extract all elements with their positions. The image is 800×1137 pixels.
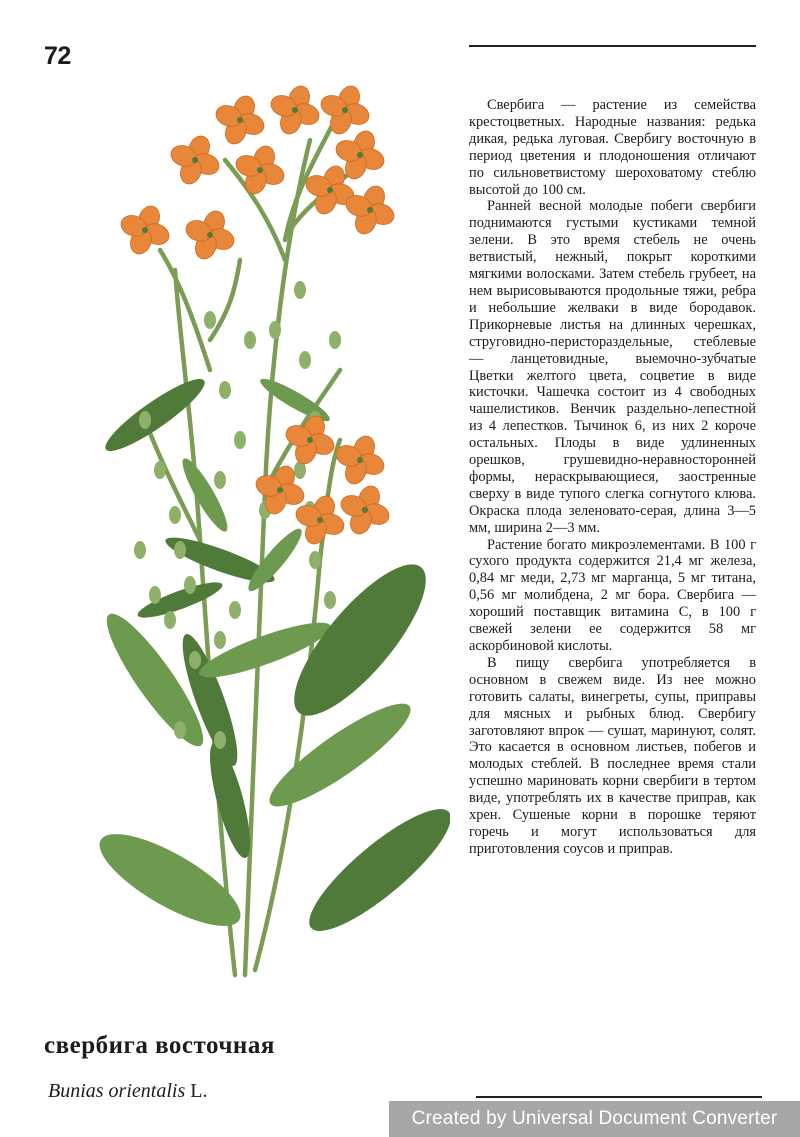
paragraph: В пищу свербига употребляется в основном в свежем виде. Из нее можно готовить салаты, винегреты, супы, приправы для мясных и рыбных блюд. Свербигу заготовляют впрок — сушат, маринуют, солят. Это касается в основном листьев, побегов и молодых стеблей. В последнее время стали успешно мариновать корни свербиги в тертом виде, употреблять их в качестве приправ, как хрен. Сушеные корни в порошке теряют горечь и могут использоваться для приготовления соусов и приправ. xyxy=(469,654,756,857)
plant-leaf xyxy=(135,576,226,624)
flower-bud xyxy=(169,506,181,524)
flower-bud xyxy=(214,471,226,489)
flower xyxy=(268,83,322,137)
flower-bud xyxy=(214,731,226,749)
flower-bud xyxy=(174,541,186,559)
flower-bud xyxy=(174,721,186,739)
flower xyxy=(233,143,287,197)
flower-bud xyxy=(244,331,256,349)
plant-leaf xyxy=(242,524,307,597)
flower-bud xyxy=(269,321,281,339)
plant-leaf xyxy=(295,793,450,947)
plant-leaf xyxy=(259,690,421,820)
plant-stem xyxy=(160,250,210,370)
latin-name xyxy=(48,1080,207,1103)
article-body xyxy=(469,97,756,858)
page-number: 72 xyxy=(44,42,71,70)
latin-genus: Bunias orientalis xyxy=(48,1080,186,1102)
plant-illustration xyxy=(60,40,450,1000)
latin-author: L. xyxy=(190,1080,208,1102)
paragraph: Свербига — растение из семейства крестоцветных. Народные названия: редька дикая, редька луговая. Свербигу восточную в период цветения и плодоношения отличают по сильноветвистому шероховатому стеблю высотой до 100 см. xyxy=(469,97,756,198)
flower xyxy=(118,203,172,257)
watermark-banner: Created by Universal Document Converter xyxy=(389,1101,800,1137)
flower xyxy=(213,93,267,147)
flower-bud xyxy=(234,431,246,449)
plant-leaf xyxy=(176,454,234,536)
top-rule xyxy=(469,45,756,47)
flower-bud xyxy=(149,586,161,604)
plant-stem xyxy=(210,260,240,340)
flower-bud xyxy=(329,331,341,349)
flower-bud xyxy=(309,551,321,569)
paragraph: Ранней весной молодые побеги свербиги поднимаются густыми кустиками темной зелени. В это время стебель не очень ветвистый, нежный, покрыт короткими мягкими волосками. Затем стебель грубеет, на нем вырисовываются продольные тяжи, ребра и небольшие желваки в виде бородавок. Прикорневые листья на длинных черешках, струговидно-перисторaздельные, стеблевые — ланцетовидные, выемочно-зубчатые Цветки желтого цвета, соцветие в виде кисточки. Чашечка состоит из 4 свободных чашелистиков. Венчик раздельно-лепестной из 4 лепестков. Тычинок 6, из них 2 короче остальных. Плоды в виде удлиненных орешков, грушевидно-неравносторонней формы, нераскрывающиеся, заостренные сверху в виде тупого слегка согнутого клюва. Окраска плода зеленовато-серая, длина 3—5 мм, ширина 2—3 мм. xyxy=(469,198,756,536)
flower-bud xyxy=(189,651,201,669)
flower-bud xyxy=(229,601,241,619)
flower-bud xyxy=(219,381,231,399)
flower xyxy=(168,133,222,187)
flower-bud xyxy=(164,611,176,629)
paragraph: Растение богато микроэлементами. В 100 г сухого продукта содержится 21,4 мг железа, 0,84 мг меди, 2,73 мг марганца, 5 мг титана, 0,56 мг молибдена, 2 мг бора. Свербига — хороший поставщик витамина С, в 100 г свежей зелени ее содержится 58 мг аскорбиновой кислоты. xyxy=(469,536,756,654)
flower-bud xyxy=(184,576,196,594)
flower-bud xyxy=(324,591,336,609)
flower-bud xyxy=(214,631,226,649)
plant-name-heading: свербига восточная xyxy=(44,1032,275,1059)
flower-bud xyxy=(134,541,146,559)
flower-bud xyxy=(299,351,311,369)
flower-bud xyxy=(154,461,166,479)
flower xyxy=(183,208,237,262)
flower-bud xyxy=(204,311,216,329)
flower xyxy=(318,83,372,137)
flower-bud xyxy=(294,281,306,299)
flower xyxy=(338,483,392,537)
bottom-rule xyxy=(476,1096,762,1098)
flower-bud xyxy=(139,411,151,429)
flower xyxy=(283,413,337,467)
